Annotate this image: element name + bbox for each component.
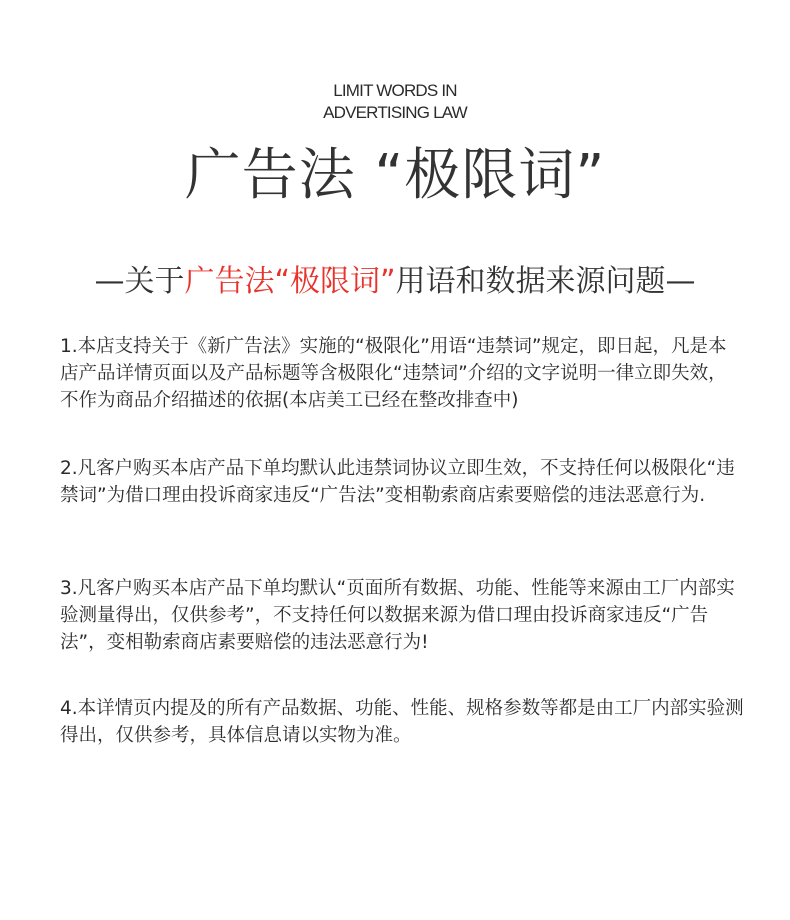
- notice-paragraph-1: 1.本店支持关于《新广告法》实施的“极限化”用语“违禁词”规定，即日起，凡是本店产品详情页面以及产品标题等含极限化“违禁词”介绍的文字说明一律立即失效，不作为商品介绍描述的依据(本店美工已经在整改排查中): [60, 336, 727, 411]
- notice-paragraph-3: 3.凡客户购买本店产品下单均默认“页面所有数据、功能、性能等来源由工厂内部实验测量得出，仅供参考”，不支持任何以数据来源为借口理由投诉商家违反“广告法”，变相勒索商店素要赔偿的违法恶意行为!: [60, 578, 735, 653]
- subtitle-prefix: —关于: [94, 264, 185, 299]
- subtitle-suffix: 用语和数据来源问题—: [395, 264, 696, 299]
- english-heading-line-2: ADVERTISING LAW: [323, 103, 467, 122]
- notice-paragraph-2: 2.凡客户购买本店产品下单均默认此违禁词协议立即生效，不支持任何以极限化“违禁词”为借口理由投诉商家违反“广告法”变相勒索商店索要赔偿的违法恶意行为.: [60, 458, 735, 506]
- page-title: 广告法 “极限词”: [184, 143, 606, 208]
- section-subtitle: [0, 260, 790, 304]
- english-heading: [0, 80, 790, 124]
- notice-paragraph-4: 4.本详情页内提及的所有产品数据、功能、性能、规格参数等都是由工厂内部实验测得出，仅供参考，具体信息请以实物为准。: [60, 698, 744, 746]
- subtitle-highlight: 广告法“极限词”: [184, 264, 396, 299]
- english-heading-line-1: LIMIT WORDS IN: [333, 81, 457, 100]
